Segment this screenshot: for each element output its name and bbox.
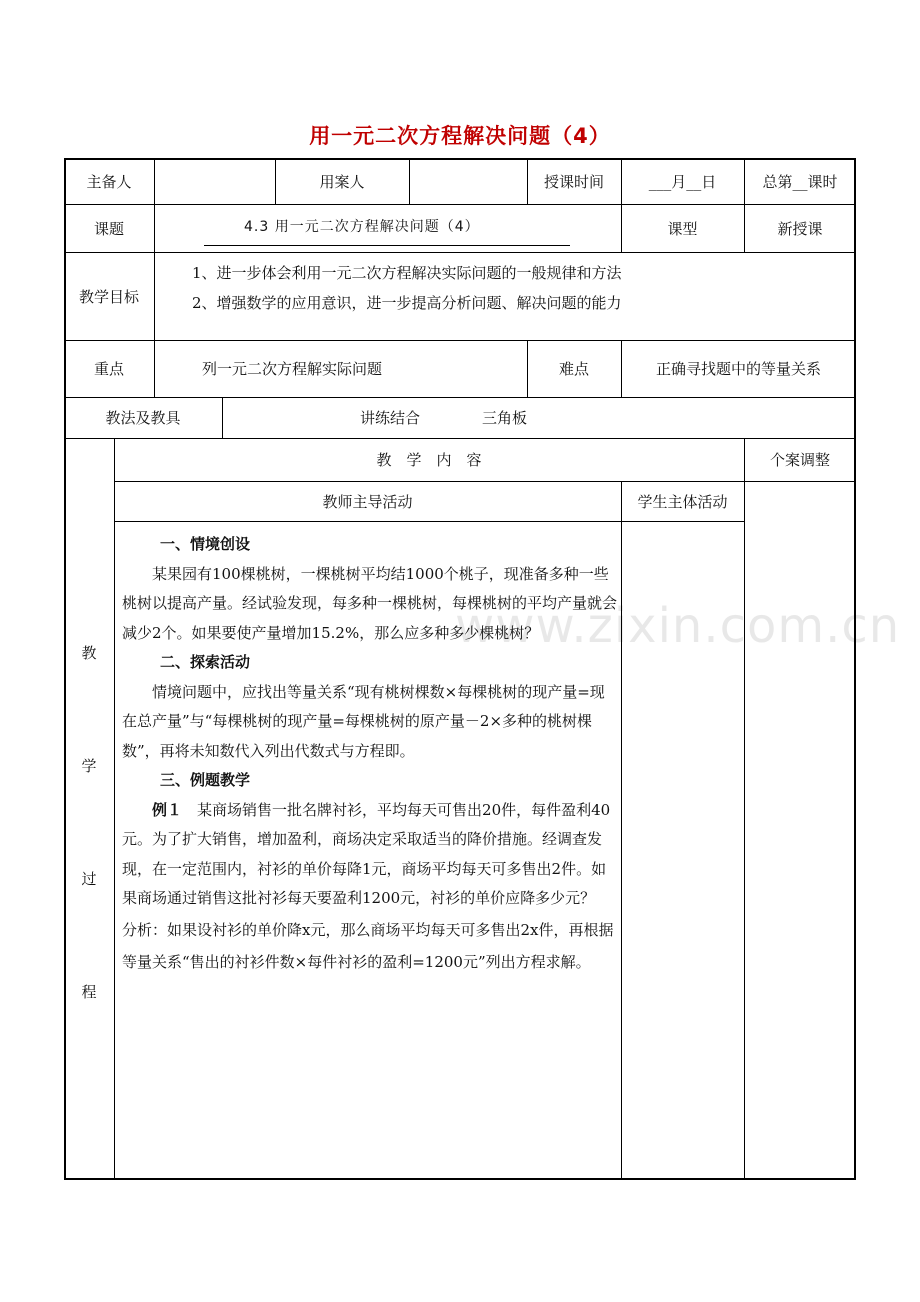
process-side-char: 过 — [81, 870, 97, 888]
teaching-tool: 三角板 — [482, 409, 528, 427]
watermark: www.zixin.com.cn — [455, 598, 901, 654]
lesson-number: 总第__课时 — [762, 172, 838, 191]
section-paragraph: 情境问题中，应找出等量关系“现有桃树棵数×每棵桃树的现产量=现在总产量”与“每棵桃树的现产量=每棵桃树的原产量－2×多种的桃树棵数”，再将未知数代入列出代数式与方程即。 — [122, 682, 605, 760]
difficulty-label: 难点 — [558, 360, 589, 378]
preparer-value[interactable] — [154, 158, 275, 204]
section-heading: 二、探索活动 — [160, 653, 251, 671]
difficulty-value: 正确寻找题中的等量关系 — [655, 360, 821, 378]
section-heading: 一、情境创设 — [160, 535, 251, 553]
analysis-label: 分析： — [122, 920, 168, 939]
teacher-content — [122, 530, 618, 978]
process-side-char: 程 — [81, 983, 97, 1001]
user-label: 用案人 — [319, 172, 365, 191]
teaching-method: 讲练结合 — [360, 409, 421, 427]
preparer-label: 主备人 — [86, 172, 132, 191]
goals-label: 教学目标 — [78, 287, 139, 306]
methods-label: 教法及教具 — [105, 409, 181, 427]
focus-value: 列一元二次方程解实际问题 — [202, 360, 383, 378]
section-paragraph: 某果园有100棵桃树，一棵桃树平均结1000个桃子，现准备多种一些桃树以提高产量。经试验发现，每多种一棵桃树，每棵桃树的平均产量就会减少2个。如果要使产量增加15.2%，那么应多种多少棵桃树？ — [122, 564, 618, 642]
subject-label: 课题 — [93, 219, 124, 238]
focus-label: 重点 — [93, 360, 124, 378]
lesson-type-value: 新授课 — [777, 219, 823, 238]
content-header: 教 学 内 容 — [376, 451, 482, 469]
goal-item: 2、增强数学的应用意识，进一步提高分析问题、解决问题的能力 — [192, 294, 622, 312]
user-value[interactable] — [409, 158, 527, 204]
teacher-header: 教师主导活动 — [322, 492, 413, 511]
analysis-text: 如果设衬衫的单价降x元，那么商场平均每天可多售出2x件，再根据等量关系“售出的衬衫件数×每件衬衫的盈利=1200元”列出方程求解。 — [122, 920, 614, 971]
example-text: 某商场销售一批名牌衬衫，平均每天可售出20件，每件盈利40元。为了扩大销售，增加盈利，商场决定采取适当的降价措施。经调查发现，在一定范围内，衬衫的单价每降1元，商场平均每天可多售出2件。如果商场通过销售这批衬衫每天要盈利1200元，衬衫的单价应降多少元？ — [122, 800, 611, 907]
process-side-char: 学 — [81, 757, 97, 775]
subject-underline — [204, 245, 570, 246]
time-label: 授课时间 — [543, 172, 604, 191]
example-label: 例１ — [152, 800, 183, 819]
process-side-char: 教 — [81, 644, 97, 662]
date-value: ___月__日 — [648, 172, 717, 191]
page-title: 用一元二次方程解决问题（4） — [309, 124, 611, 148]
goal-item: 1、进一步体会利用一元二次方程解决实际问题的一般规律和方法 — [192, 264, 622, 282]
section-heading: 三、例题教学 — [160, 771, 251, 789]
adjust-header: 个案调整 — [769, 451, 830, 469]
subject-value: 4.3 用一元二次方程解决问题（4） — [244, 219, 480, 235]
student-header: 学生主体活动 — [637, 492, 728, 511]
lesson-type-label: 课型 — [667, 219, 698, 238]
